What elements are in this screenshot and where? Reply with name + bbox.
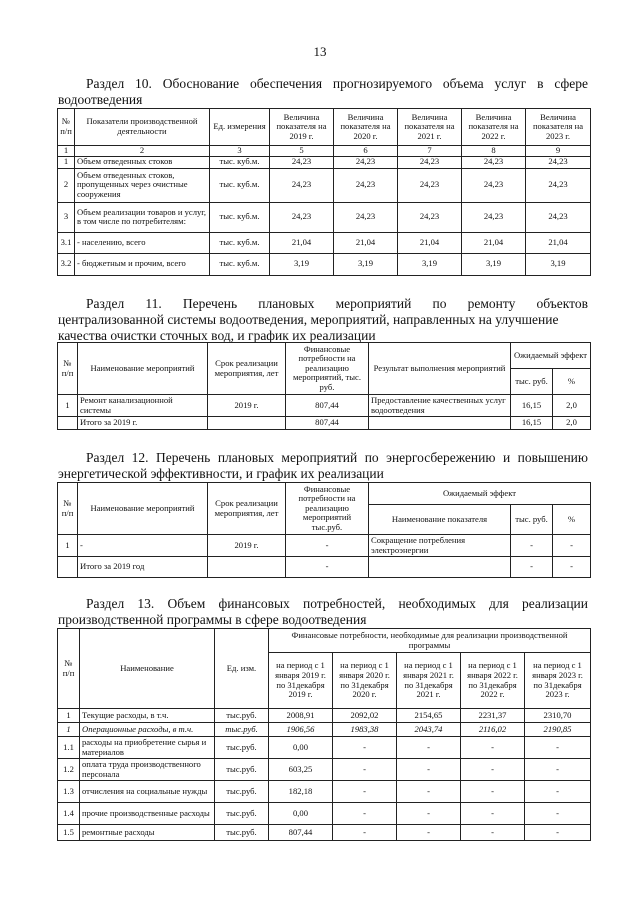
cell [369, 417, 511, 430]
cell: 1.1 [58, 737, 80, 759]
cell: Сокращение потребления электроэнергии [369, 535, 511, 557]
s10-col-number: 5 [270, 146, 334, 157]
cell: Итого за 2019 г. [78, 417, 208, 430]
cell: 2 [58, 168, 75, 202]
section-12-heading-line1: Раздел 12. Перечень плановых мероприятий по энергосбережению и повышению [86, 450, 588, 465]
cell: - [461, 781, 525, 803]
s13-period-2022: на период с 1 января 2022 г. по 31декабря 2022 г. [461, 653, 525, 709]
cell: тыс.руб. [215, 759, 269, 781]
cell: 3,19 [334, 253, 398, 275]
cell: тыс.руб. [215, 709, 269, 723]
cell: 2092,02 [333, 709, 397, 723]
cell: 21,04 [270, 232, 334, 253]
s10-header-2021: Величина показателя на 2021 г. [398, 109, 462, 146]
table-row [58, 759, 591, 781]
cell: 2190,85 [525, 723, 591, 737]
cell: 3.2 [58, 253, 75, 275]
s10-header-2019: Величина показателя на 2019 г. [270, 109, 334, 146]
cell: Объем реализации товаров и услуг, в том числе по потребителям: [75, 202, 210, 232]
section-11-heading-line2: централизованной системы водоотведения, мероприятий, направленных на улучшение [58, 312, 559, 327]
s12-header-indicator: Наименование показателя [369, 505, 511, 535]
cell: 3 [58, 202, 75, 232]
section-13-heading-line2: производственной программы в сфере водоотведения [58, 612, 367, 627]
cell: 2019 г. [208, 395, 286, 417]
cell: 2043,74 [397, 723, 461, 737]
cell: Объем отведенных стоков, пропущенных через очистные сооружения [75, 168, 210, 202]
cell: 24,23 [462, 168, 526, 202]
s10-col-number: 2 [75, 146, 210, 157]
cell: - [525, 803, 591, 825]
section-12-table [57, 482, 591, 578]
cell: - [286, 557, 369, 578]
cell: 2008,91 [269, 709, 333, 723]
cell: тыс. куб.м. [210, 168, 270, 202]
s10-header-2023: Величина показателя на 2023 г. [526, 109, 591, 146]
cell: 3,19 [462, 253, 526, 275]
section-10-table [57, 108, 591, 276]
cell: 24,23 [334, 202, 398, 232]
cell: 2,0 [553, 417, 591, 430]
cell: 3,19 [526, 253, 591, 275]
cell: - [333, 803, 397, 825]
cell: 24,23 [334, 156, 398, 168]
s12-header-num: № п/п [58, 483, 78, 535]
cell: 16,15 [511, 395, 553, 417]
cell: - [333, 759, 397, 781]
s12-header-percent: % [553, 505, 591, 535]
s11-header-num: № п/п [58, 343, 78, 395]
cell: тыс.руб. [215, 825, 269, 841]
section-11-heading-line3: качества очистки сточных вод, и график их реализации [58, 328, 376, 343]
cell: 807,44 [269, 825, 333, 841]
cell [208, 557, 286, 578]
table-row [58, 737, 591, 759]
cell: 2,0 [553, 395, 591, 417]
cell [58, 417, 78, 430]
s11-header-term: Срок реализации мероприятия, лет [208, 343, 286, 395]
table-row [58, 825, 591, 841]
table-row [58, 202, 591, 232]
s10-col-number: 8 [462, 146, 526, 157]
cell: отчисления на социальные нужды [80, 781, 215, 803]
cell: - [525, 825, 591, 841]
cell: расходы на приобретение сырья и материалов [80, 737, 215, 759]
cell: - [78, 535, 208, 557]
cell: 24,23 [398, 156, 462, 168]
section-11-heading [58, 296, 588, 344]
cell: 1.3 [58, 781, 80, 803]
s13-period-2019: на период с 1 января 2019 г. по 31декабря 2019 г. [269, 653, 333, 709]
cell: 2019 г. [208, 535, 286, 557]
table-row [58, 709, 591, 723]
cell: 21,04 [398, 232, 462, 253]
cell: тыс. куб.м. [210, 232, 270, 253]
cell: 2154,65 [397, 709, 461, 723]
table-row [58, 803, 591, 825]
cell: 3,19 [398, 253, 462, 275]
cell: 2310,70 [525, 709, 591, 723]
section-13-heading-line1: Раздел 13. Объем финансовых потребностей, необходимых для реализации [86, 596, 588, 611]
cell: 24,23 [334, 168, 398, 202]
table-row-total [58, 417, 591, 430]
cell: 807,44 [286, 395, 369, 417]
section-12-heading-line2: энергетической эффективности, и график их реализации [58, 466, 384, 481]
s13-header-unit: Ед. изм. [215, 629, 269, 709]
table-row [58, 232, 591, 253]
s10-col-number: 9 [526, 146, 591, 157]
cell: тыс. куб.м. [210, 253, 270, 275]
s12-header-name: Наименование мероприятий [78, 483, 208, 535]
cell: ремонтные расходы [80, 825, 215, 841]
table-row [58, 723, 591, 737]
cell: 1.5 [58, 825, 80, 841]
s10-col-number: 6 [334, 146, 398, 157]
s10-header-unit: Ед. измерения [210, 109, 270, 146]
cell: 24,23 [526, 168, 591, 202]
cell: оплата труда производственного персонала [80, 759, 215, 781]
cell [58, 557, 78, 578]
s10-header-2022: Величина показателя на 2022 г. [462, 109, 526, 146]
s12-header-term: Срок реализации мероприятия, лет [208, 483, 286, 535]
s11-header-percent: % [553, 369, 591, 395]
s11-header-result: Результат выполнения мероприятий [369, 343, 511, 395]
cell: - [397, 737, 461, 759]
cell: Ремонт канализационной системы [78, 395, 208, 417]
cell: 1 [58, 156, 75, 168]
cell: 21,04 [462, 232, 526, 253]
cell: 807,44 [286, 417, 369, 430]
cell: 3,19 [270, 253, 334, 275]
section-10-heading-line2: водоотведения [58, 92, 143, 107]
cell: 1 [58, 723, 80, 737]
cell: - [333, 825, 397, 841]
s10-header-num: № п/п [58, 109, 75, 146]
s10-col-number: 7 [398, 146, 462, 157]
table-row [58, 156, 591, 168]
cell: 24,23 [462, 156, 526, 168]
s11-header-effect: Ожидаемый эффект [511, 343, 591, 369]
section-12-heading [58, 450, 588, 482]
page-number: 13 [313, 44, 327, 59]
cell: - [511, 535, 553, 557]
cell: 24,23 [526, 202, 591, 232]
section-10-heading [58, 76, 588, 108]
cell: - [525, 781, 591, 803]
cell: 603,25 [269, 759, 333, 781]
cell: тыс.руб. [215, 781, 269, 803]
table-row [58, 781, 591, 803]
cell: тыс. куб.м. [210, 156, 270, 168]
cell: 1 [58, 395, 78, 417]
section-13-table [57, 628, 591, 841]
cell: - [397, 759, 461, 781]
cell: тыс. куб.м. [210, 202, 270, 232]
cell: 24,23 [398, 168, 462, 202]
cell: - [461, 803, 525, 825]
cell: - [461, 825, 525, 841]
section-11-heading-line1: Раздел 11. Перечень плановых мероприятий по ремонту объектов [86, 296, 588, 311]
cell: 3.1 [58, 232, 75, 253]
cell: - бюджетным и прочим, всего [75, 253, 210, 275]
cell: Итого за 2019 год [78, 557, 208, 578]
s12-header-effect: Ожидаемый эффект [369, 483, 591, 505]
s13-period-2023: на период с 1 января 2023 г. по 31декабря 2023 г. [525, 653, 591, 709]
cell: 21,04 [526, 232, 591, 253]
s13-header-name: Наименование [80, 629, 215, 709]
cell: - [511, 557, 553, 578]
section-11-table [57, 342, 591, 430]
cell: - [397, 781, 461, 803]
cell: 24,23 [398, 202, 462, 232]
table-row-total [58, 557, 591, 578]
cell: 21,04 [334, 232, 398, 253]
table-row [58, 253, 591, 275]
cell: тыс.руб. [215, 723, 269, 737]
s10-header-indicator: Показатели производственной деятельности [75, 109, 210, 146]
cell: Объем отведенных стоков [75, 156, 210, 168]
cell: - населению, всего [75, 232, 210, 253]
cell: - [461, 737, 525, 759]
cell: - [333, 737, 397, 759]
cell: - [397, 825, 461, 841]
s12-header-rub: тыс. руб. [511, 505, 553, 535]
cell: 2116,02 [461, 723, 525, 737]
cell: 16,15 [511, 417, 553, 430]
cell: 24,23 [270, 156, 334, 168]
section-10-heading-line1: Раздел 10. Обоснование обеспечения прогнозируемого объема услуг в сфере [86, 76, 588, 91]
cell: 0,00 [269, 803, 333, 825]
s11-header-name: Наименование мероприятий [78, 343, 208, 395]
cell: тыс.руб. [215, 803, 269, 825]
s13-header-finance: Финансовые потребности, необходимые для реализации производственной программы [269, 629, 591, 653]
cell: 1 [58, 535, 78, 557]
table-row [58, 168, 591, 202]
cell: Операционные расходы, в т.ч. [80, 723, 215, 737]
cell: 182,18 [269, 781, 333, 803]
cell: 1 [58, 709, 80, 723]
cell: 0,00 [269, 737, 333, 759]
s10-col-number: 1 [58, 146, 75, 157]
s11-header-finance: Финансовые потребности на реализацию мероприятий, тыс. руб. [286, 343, 369, 395]
cell: Текущие расходы, в т.ч. [80, 709, 215, 723]
s11-header-rub: тыс. руб. [511, 369, 553, 395]
cell: - [397, 803, 461, 825]
cell: 24,23 [270, 168, 334, 202]
cell: прочие производственные расходы [80, 803, 215, 825]
cell: - [525, 737, 591, 759]
cell: 1983,38 [333, 723, 397, 737]
cell: - [525, 759, 591, 781]
cell: 1.4 [58, 803, 80, 825]
s10-col-number: 3 [210, 146, 270, 157]
s13-period-2021: на период с 1 января 2021 г. по 31декабря 2021 г. [397, 653, 461, 709]
s10-col-numbers-row [58, 146, 591, 157]
cell: 2231,37 [461, 709, 525, 723]
table-row [58, 535, 591, 557]
cell: - [553, 535, 591, 557]
table-row [58, 395, 591, 417]
cell [369, 557, 511, 578]
cell: - [461, 759, 525, 781]
s10-header-2020: Величина показателя на 2020 г. [334, 109, 398, 146]
cell: 24,23 [462, 202, 526, 232]
cell: 1.2 [58, 759, 80, 781]
cell: - [333, 781, 397, 803]
cell: Предоставление качественных услуг водоотведения [369, 395, 511, 417]
cell [208, 417, 286, 430]
cell: тыс.руб. [215, 737, 269, 759]
cell: 24,23 [270, 202, 334, 232]
s13-period-2020: на период с 1 января 2020 г. по 31декабря 2020 г. [333, 653, 397, 709]
cell: - [286, 535, 369, 557]
cell: 24,23 [526, 156, 591, 168]
s13-header-num: № п/п [58, 629, 80, 709]
section-13-heading [58, 596, 588, 628]
cell: - [553, 557, 591, 578]
s12-header-finance: Финансовые потребности на реализацию мероприятий тыс.руб. [286, 483, 369, 535]
cell: 1906,56 [269, 723, 333, 737]
